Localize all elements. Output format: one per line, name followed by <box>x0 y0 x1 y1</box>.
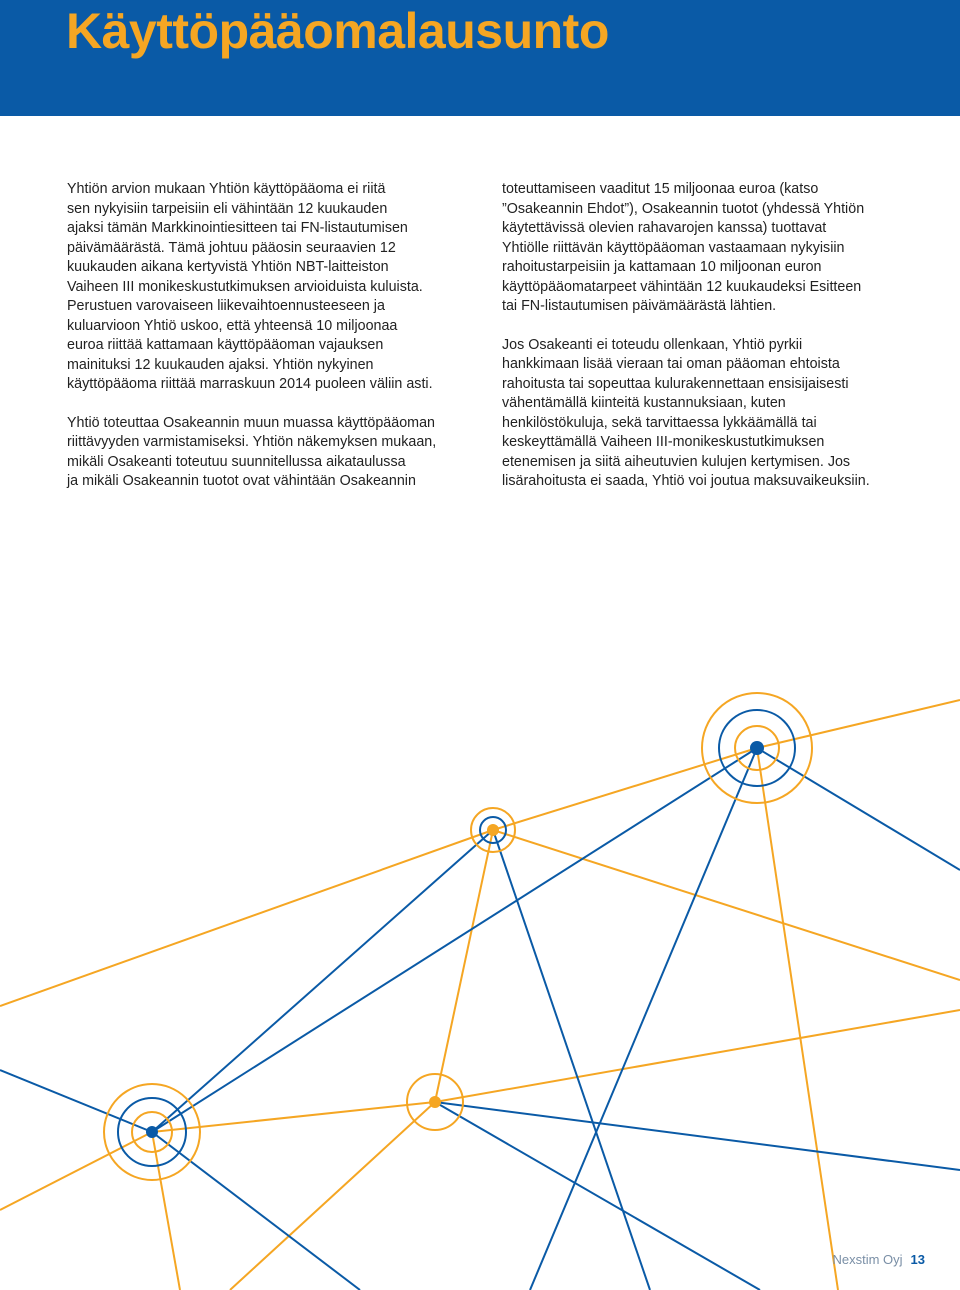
node-bottom-left <box>104 1084 200 1180</box>
node-middle <box>471 808 515 852</box>
network-graphic <box>0 680 960 1290</box>
footer <box>832 1252 925 1267</box>
paragraph: Yhtiön arvion mukaan Yhtiön käyttöpääoma ei riitä sen nykyisiin tarpeisiin eli vähintään 12 kuukauden ajaksi tämän Markkinointiesitteen tai FN-listautumisen päivämäärästä. Tämä johtuu pääosin seuraavien 12 kuukauden aikana kertyvistä Yhtiön NBT-laitteiston Vaiheen III monikeskustutkimuksen arvioiduista kuluista. Perustuen varovaiseen liikevaihtoennusteeseen ja kuluarvioon Yhtiö uskoo, että yhteensä 10 miljoonaa euroa riittää kattamaan käyttöpääoman vajauksen mainituksi 12 kuukauden ajaksi. Yhtiön nykyinen käyttöpääoma riittää marraskuun 2014 puoleen väliin asti. <box>67 181 433 392</box>
orange-lines <box>0 700 960 1290</box>
paragraph: toteuttamiseen vaaditut 15 miljoonaa euroa (katso ”Osakeannin Ehdot”), Osakeannin tuotot (yhdessä Yhtiön käytettävissä olevien rahavarojen kanssa) tuottavat Yhtiölle riittävän käyttöpääoman vastaamaan nykyisiin rahoitustarpeisiin ja kattamaan 10 miljoonan euron käyttöpääomatarpeet vähintään 12 kuukaudeksi Esitteen tai FN-listautumisen päivämäärästä lähtien. <box>502 181 865 314</box>
node-top <box>702 693 812 803</box>
right-column <box>502 180 922 511</box>
paragraph: Yhtiö toteuttaa Osakeannin muun muassa käyttöpääoman riittävyyden varmistamiseksi. Yhtiön näkemyksen mukaan, mikäli Osakeanti toteutuu suunnitellussa aikataulussa ja mikäli Osakeannin tuotot ovat vähintään Osakeannin <box>67 414 437 489</box>
company-name: Nexstim Oyj <box>832 1252 903 1267</box>
left-column <box>67 180 487 511</box>
node-lower <box>407 1074 463 1130</box>
page-number: 13 <box>910 1252 925 1267</box>
paragraph: Jos Osakeanti ei toteudu ollenkaan, Yhtiö pyrkii hankkimaan lisää vieraan tai oman pääoman ehtoista rahoitusta tai sopeuttaa kulurakennettaan ensisijaisesti vähentämällä kiinteitä kustannuksiaan, kuten henkilöstökuluja, sekä tarvittaessa lykkäämällä tai keskeyttämällä Vaiheen III-monikeskustutkimuksen etenemisen ja siitä aiheutuvien kulujen kertymisen. Jos lisärahoitusta ei saada, Yhtiö voi joutua maksuvaikeuksiin. <box>502 336 870 489</box>
page-title: Käyttöpääomalausunto <box>66 3 609 59</box>
